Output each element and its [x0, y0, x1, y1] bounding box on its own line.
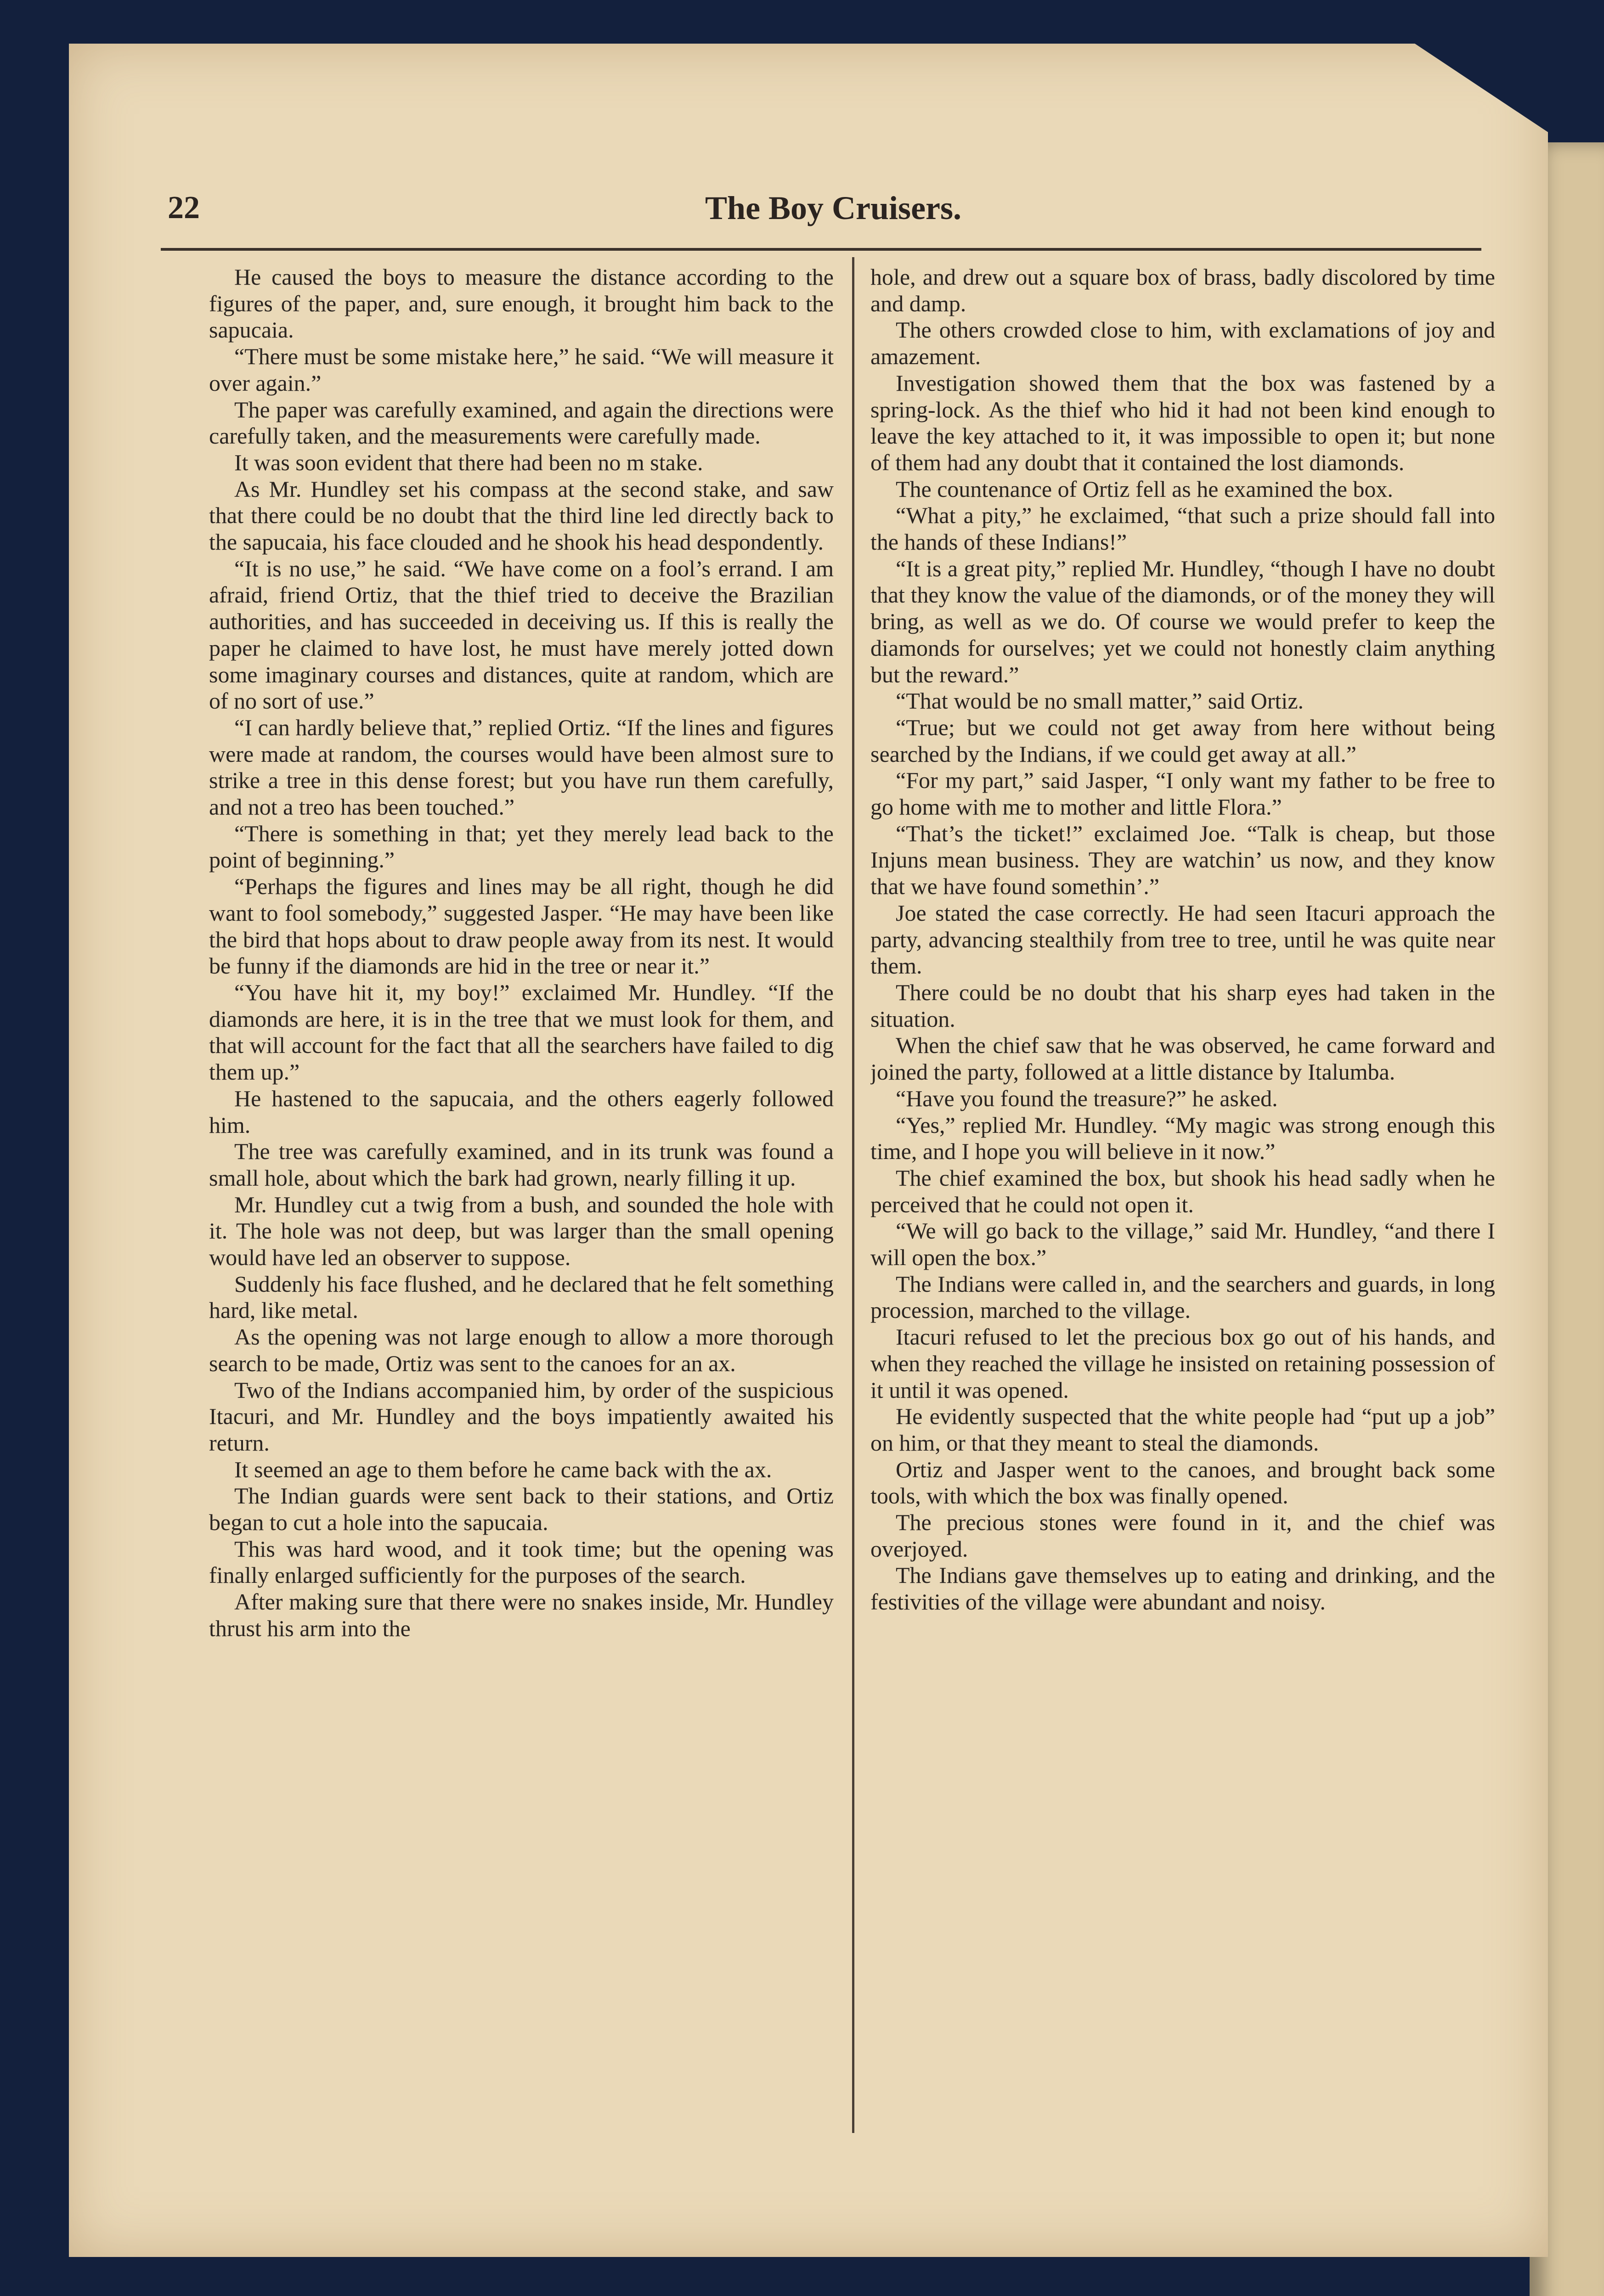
column-divider: [852, 257, 854, 2133]
paragraph: This was hard wood, and it took time; but the opening was finally enlarged sufficiently for the purposes of the search.: [209, 1536, 834, 1588]
paragraph: “It is a great pity,” replied Mr. Hundley, “though I have no doubt that they know the value of the diamonds, or of the money they will bring, as well as we do. Of course we would prefer to keep the diamonds for ourselves; yet we could not honestly claim anything but the reward.”: [870, 555, 1495, 687]
running-header: [168, 176, 1481, 245]
paragraph: “What a pity,” he exclaimed, “that such a prize should fall into the hands of these Indians!”: [870, 502, 1495, 555]
paragraph: He evidently suspected that the white people had “put up a job” on him, or that they meant to steal the diamonds.: [870, 1403, 1495, 1456]
paragraph: As Mr. Hundley set his compass at the second stake, and saw that there could be no doubt that the third line led directly back to the sapucaia, his face clouded and he shook his head despondently.: [209, 476, 834, 555]
paragraph: “There must be some mistake here,” he said. “We will measure it over again.”: [209, 343, 834, 396]
paragraph: Itacuri refused to let the precious box go out of his hands, and when they reached the village he insisted on retaining possession of it until it was opened.: [870, 1324, 1495, 1403]
paragraph: The paper was carefully examined, and again the directions were carefully taken, and the measurements were carefully made.: [209, 396, 834, 449]
paragraph: Two of the Indians accompanied him, by order of the suspicious Itacuri, and Mr. Hundley and the boys impatiently awaited his return.: [209, 1377, 834, 1456]
paragraph: The Indians gave themselves up to eating and drinking, and the festivities of the village were abundant and noisy.: [870, 1562, 1495, 1615]
paragraph: Ortiz and Jasper went to the canoes, and brought back some tools, with which the box was finally opened.: [870, 1456, 1495, 1509]
paragraph: “Perhaps the figures and lines may be all right, though he did want to fool somebody,” suggested Jasper. “He may have been like the bird that hops about to draw people away from its nest. It would be funny if the diamonds are hid in the tree or near it.”: [209, 873, 834, 979]
paragraph: After making sure that there were no snakes inside, Mr. Hundley thrust his arm into the: [209, 1589, 834, 1641]
paragraph: Suddenly his face flushed, and he declared that he felt something hard, like metal.: [209, 1271, 834, 1323]
paragraph: “Yes,” replied Mr. Hundley. “My magic was strong enough this time, and I hope you will believe in it now.”: [870, 1112, 1495, 1165]
paragraph: “I can hardly believe that,” replied Ortiz. “If the lines and figures were made at random, the courses would have been almost sure to strike a tree in this dense forest; but you have run them carefully, and not a treo has been touched.”: [209, 714, 834, 820]
paragraph: As the opening was not large enough to allow a more thorough search to be made, Ortiz was sent to the canoes for an ax.: [209, 1324, 834, 1376]
paragraph: “That would be no small matter,” said Ortiz.: [896, 688, 1304, 714]
paragraph: The Indians were called in, and the searchers and guards, in long procession, marched to the village.: [870, 1271, 1495, 1323]
paragraph: The tree was carefully examined, and in its trunk was found a small hole, about which the bark had grown, nearly filling it up.: [209, 1138, 834, 1191]
paragraph: “For my part,” said Jasper, “I only want my father to be free to go home with me to mother and little Flora.”: [870, 767, 1495, 820]
page-number: 22: [168, 190, 200, 225]
paragraph: hole, and drew out a square box of brass, badly discolored by time and damp.: [870, 264, 1495, 316]
paragraph: The others crowded close to him, with exclamations of joy and amazement.: [870, 317, 1495, 370]
paragraph: “Have you found the treasure?” he asked.: [896, 1085, 1278, 1111]
paragraph: When the chief saw that he was observed, he came forward and joined the party, followed at a little distance by Italumba.: [870, 1032, 1495, 1085]
paragraph: Joe stated the case correctly. He had seen Itacuri approach the party, advancing stealthily from tree to tree, until he was quite near them.: [870, 900, 1495, 979]
header-rule: [161, 248, 1481, 251]
paragraph: The chief examined the box, but shook his head sadly when he perceived that he could not open it.: [870, 1165, 1495, 1217]
paragraph: It was soon evident that there had been no m stake.: [234, 449, 703, 475]
left-column: [209, 264, 834, 2124]
paragraph: The precious stones were found in it, and the chief was overjoyed.: [870, 1509, 1495, 1562]
right-column: [870, 264, 1495, 2124]
paragraph: “You have hit it, my boy!” exclaimed Mr. Hundley. “If the diamonds are here, it is in the tree that we must look for them, and that will account for the fact that all the searchers have failed to dig them up.”: [209, 979, 834, 1085]
paragraph: The countenance of Ortiz fell as he examined the box.: [896, 476, 1393, 502]
paragraph: He hastened to the sapucaia, and the others eagerly followed him.: [209, 1085, 834, 1138]
paragraph: The Indian guards were sent back to their stations, and Ortiz began to cut a hole into the sapucaia.: [209, 1483, 834, 1536]
paragraph: Investigation showed them that the box was fastened by a spring-lock. As the thief who hid it had not been kind enough to leave the key attached to it, it was impossible to open it; but none of them had any doubt that it contained the lost diamonds.: [870, 370, 1495, 475]
paragraph: “That’s the ticket!” exclaimed Joe. “Talk is cheap, but those Injuns mean business. They are watchin’ us now, and they know that we have found somethin’.”: [870, 820, 1495, 900]
paragraph: It seemed an age to them before he came back with the ax.: [234, 1456, 772, 1482]
paragraph: “True; but we could not get away from here without being searched by the Indians, if we could get away at all.”: [870, 714, 1495, 767]
paragraph: “It is no use,” he said. “We have come on a fool’s errand. I am afraid, friend Ortiz, that the thief tried to deceive the Brazilian authorities, and has succeeded in deceiving us. If this is really the paper he claimed to have lost, he must have merely jotted down some imaginary courses and distances, quite at random, which are of no sort of use.”: [209, 555, 834, 714]
paragraph: “There is something in that; yet they merely lead back to the point of beginning.”: [209, 820, 834, 873]
paragraph: “We will go back to the village,” said Mr. Hundley, “and there I will open the box.”: [870, 1218, 1495, 1271]
paragraph: He caused the boys to measure the distance according to the figures of the paper, and, sure enough, it brought him back to the sapucaia.: [209, 264, 834, 343]
paragraph: There could be no doubt that his sharp eyes had taken in the situation.: [870, 979, 1495, 1032]
paragraph: Mr. Hundley cut a twig from a bush, and sounded the hole with it. The hole was not deep, but was larger than the small opening would have led an observer to suppose.: [209, 1191, 834, 1271]
header-title: The Boy Cruisers.: [705, 190, 961, 226]
